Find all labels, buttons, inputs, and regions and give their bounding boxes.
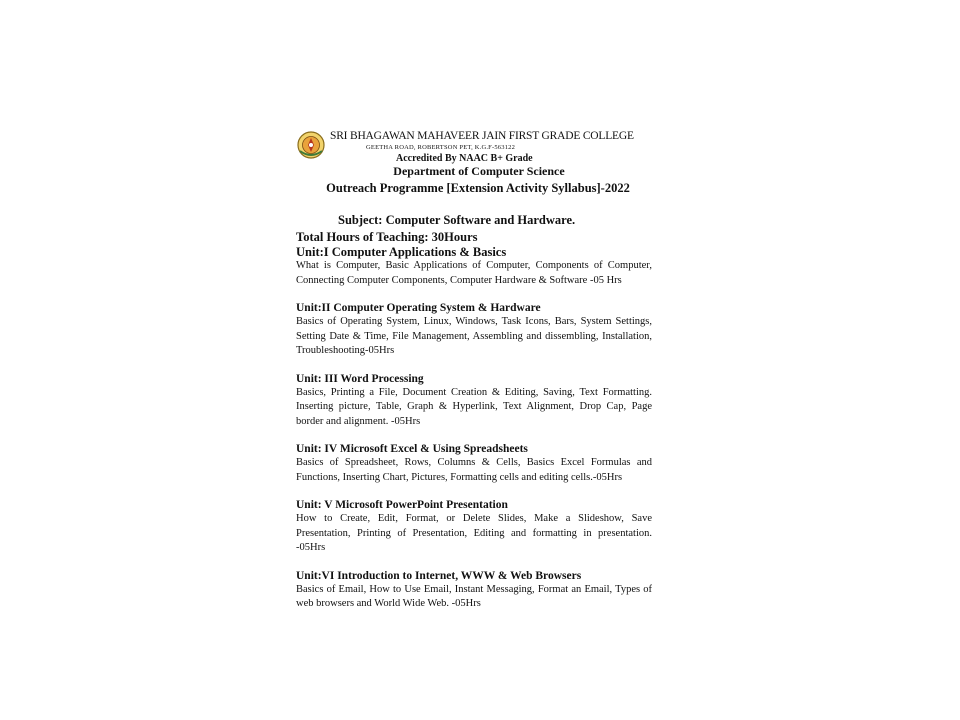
total-hours: Total Hours of Teaching: 30Hours <box>296 230 478 244</box>
unit-body: Basics of Operating System, Linux, Windows, Task Icons, Bars, System Settings, Setting Date & Time, File Management, Assembling and dissembling, Installation, Troubleshooting-05Hrs <box>296 316 652 356</box>
unit-section <box>296 372 652 430</box>
unit-body: Basics of Email, How to Use Email, Instant Messaging, Format an Email, Types of web browsers and World Wide Web. -05Hrs <box>296 583 652 609</box>
department-title: Department of Computer Science <box>393 164 565 178</box>
unit-body: What is Computer, Basic Applications of Computer, Components of Computer, Connecting Computer Components, Computer Hardware & Software -05 Hrs <box>296 260 652 286</box>
subject-line: Subject: Computer Software and Hardware. <box>338 213 576 227</box>
college-name: SRI BHAGAWAN MAHAVEER JAIN FIRST GRADE COLLEGE <box>330 130 634 142</box>
unit-title: Unit: V Microsoft PowerPoint Presentation <box>296 499 508 511</box>
unit-body: How to Create, Edit, Format, or Delete Slides, Make a Slideshow, Save Presentation, Printing of Presentation, Editing and formatting in presentation. -05Hrs <box>296 513 652 553</box>
unit-section <box>296 301 652 359</box>
unit-title: Unit:VI Introduction to Internet, WWW & Web Browsers <box>296 569 582 582</box>
unit-body: Basics of Spreadsheet, Rows, Columns & Cells, Basics Excel Formulas and Functions, Inserting Chart, Pictures, Formatting cells and editing cells.-05Hrs <box>296 457 652 483</box>
unit-title: Unit:I Computer Applications & Basics <box>296 245 507 259</box>
syllabus-document <box>296 128 652 625</box>
unit-title: Unit: III Word Processing <box>296 372 424 385</box>
unit-title: Unit: IV Microsoft Excel & Using Spreadsheets <box>296 443 528 455</box>
unit-section <box>296 569 652 612</box>
unit-body: Basics, Printing a File, Document Creation & Editing, Saving, Text Formatting. Inserting picture, Table, Graph & Hyperlink, Text Alignment, Drop Cap, Page border and alignment. -05Hrs <box>296 386 652 427</box>
programme-title: Outreach Programme [Extension Activity Syllabus]-2022 <box>326 181 630 195</box>
accreditation: Accredited By NAAC B+ Grade <box>396 153 533 164</box>
unit-section <box>296 442 652 485</box>
unit-section <box>296 245 652 288</box>
college-header <box>296 128 652 162</box>
college-emblem-icon <box>296 130 326 160</box>
college-address: GEETHA ROAD, ROBERTSON PET, K.G.F-563122 <box>366 144 516 151</box>
unit-title: Unit:II Computer Operating System & Hardware <box>296 302 541 314</box>
unit-section <box>296 498 652 556</box>
